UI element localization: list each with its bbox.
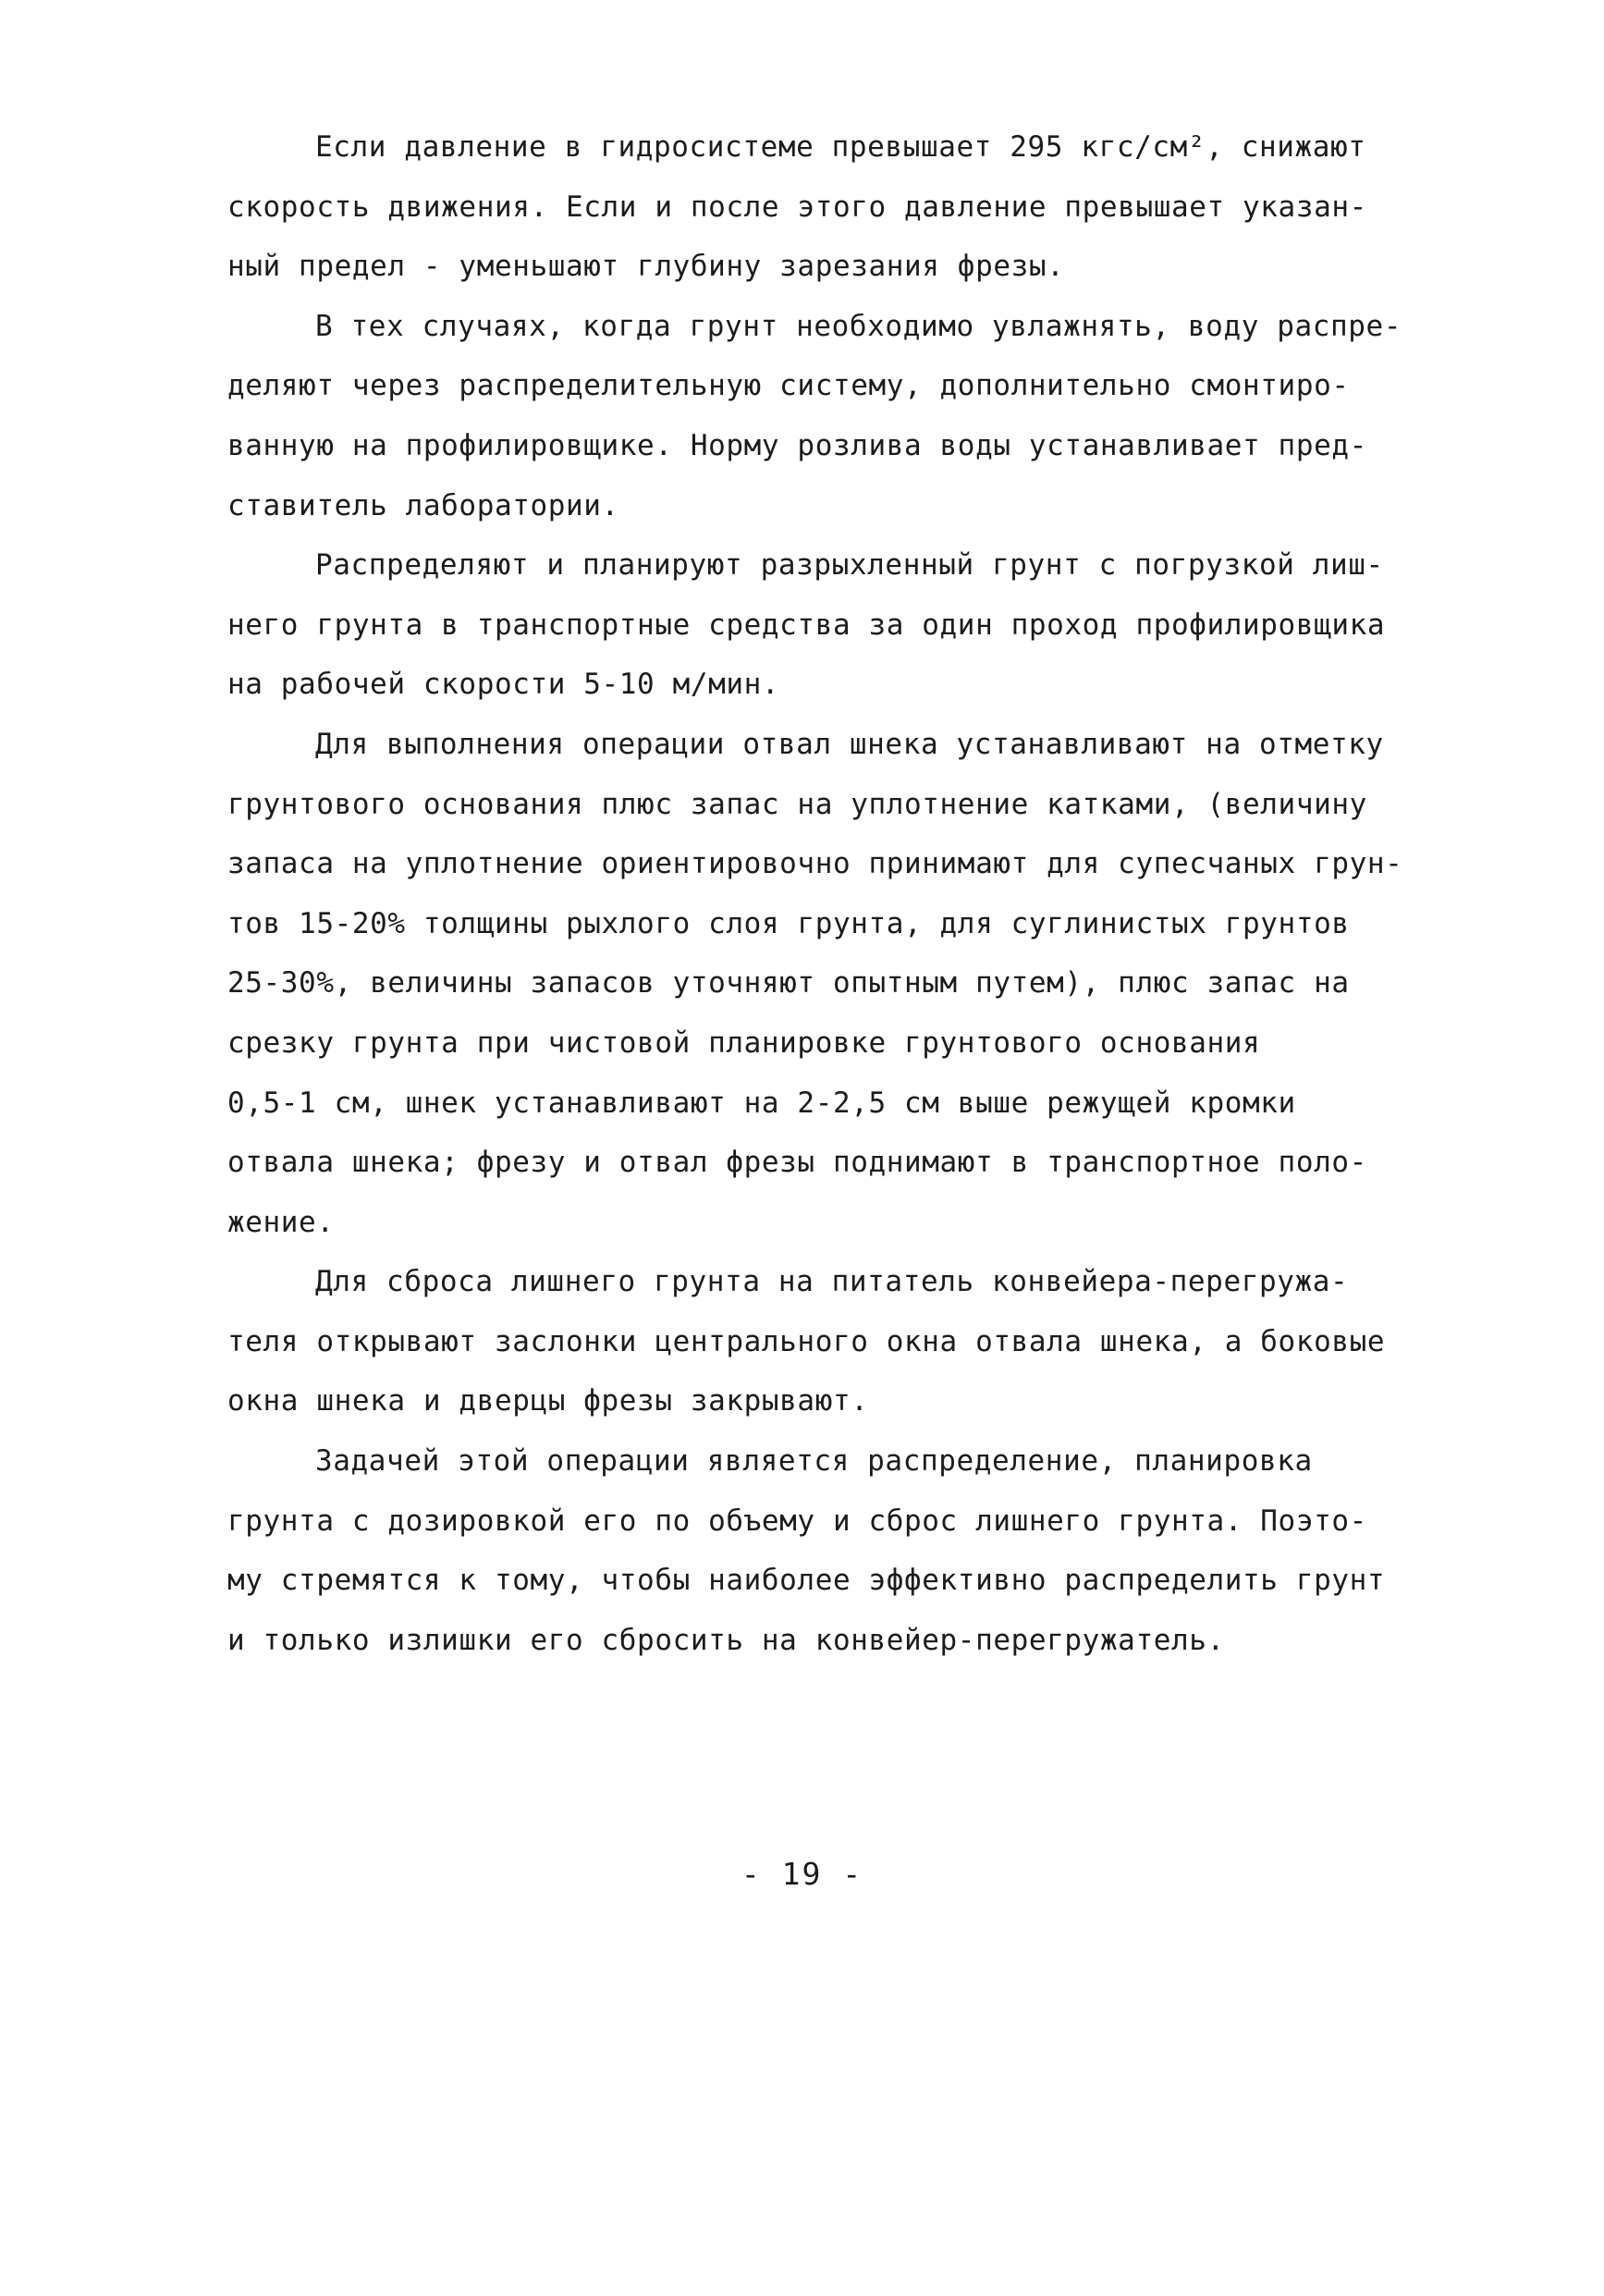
text-line: и только излишки его сбросить на конвейер-перегружатель. bbox=[227, 1623, 1225, 1657]
text-line: Задачей этой операции является распределение, планировка bbox=[315, 1444, 1313, 1479]
text-line: ставитель лаборатории. bbox=[227, 488, 619, 522]
text-line: грунтового основания плюс запас на уплотнение катками, (величину bbox=[227, 787, 1367, 821]
text-line: ванную на профилировщике. Норму розлива воды устанавливает пред- bbox=[227, 428, 1367, 462]
text-line: запаса на уплотнение ориентировочно принимают для супесчаных грун- bbox=[227, 847, 1403, 881]
text-line: 0,5-1 см, шнек устанавливают на 2-2,5 см выше режущей кромки bbox=[227, 1086, 1296, 1120]
text-line: срезку грунта при чистовой планировке грунтового основания bbox=[227, 1025, 1261, 1060]
text-line: 25-30%, величины запасов уточняют опытным путем), плюс запас на bbox=[227, 966, 1350, 1001]
text-line: окна шнека и дверцы фрезы закрывают. bbox=[227, 1384, 869, 1418]
text-line: грунта с дозировкой его по объему и сброс лишнего грунта. Поэто- bbox=[227, 1504, 1367, 1538]
text-line: отвала шнека; фрезу и отвал фрезы поднимают в транспортное поло- bbox=[227, 1146, 1367, 1180]
body-text bbox=[227, 117, 1439, 1670]
text-line: Если давление в гидросистеме превышает 295 кгс/см², снижают bbox=[315, 130, 1366, 164]
text-line: скорость движения. Если и после этого давление превышает указан- bbox=[227, 190, 1367, 224]
text-line: му стремятся к тому, чтобы наиболее эффективно распределить грунт bbox=[227, 1564, 1386, 1598]
text-line: Для выполнения операции отвал шнека устанавливают на отметку bbox=[315, 727, 1384, 761]
text-line: ный предел - уменьшают глубину зарезания фрезы. bbox=[227, 250, 1065, 284]
text-line: Распределяют и планируют разрыхленный грунт с погрузкой лиш- bbox=[315, 548, 1384, 583]
page-number: - 19 - bbox=[741, 1856, 863, 1892]
text-line: В тех случаях, когда грунт необходимо увлажнять, воду распре- bbox=[315, 309, 1402, 343]
text-line: него грунта в транспортные средства за один проход профилировщика bbox=[227, 608, 1386, 642]
text-line: жение. bbox=[227, 1205, 335, 1239]
text-line: деляют через распределительную систему, дополнительно смонтиро- bbox=[227, 369, 1350, 403]
text-line: Для сброса лишнего грунта на питатель конвейера-перегружа- bbox=[315, 1265, 1349, 1299]
text-line: тов 15-20% толщины рыхлого слоя грунта, для суглинистых грунтов bbox=[227, 906, 1350, 940]
text-line: на рабочей скорости 5-10 м/мин. bbox=[227, 668, 780, 702]
text-line: теля открывают заслонки центрального окна отвала шнека, а боковые bbox=[227, 1324, 1386, 1358]
